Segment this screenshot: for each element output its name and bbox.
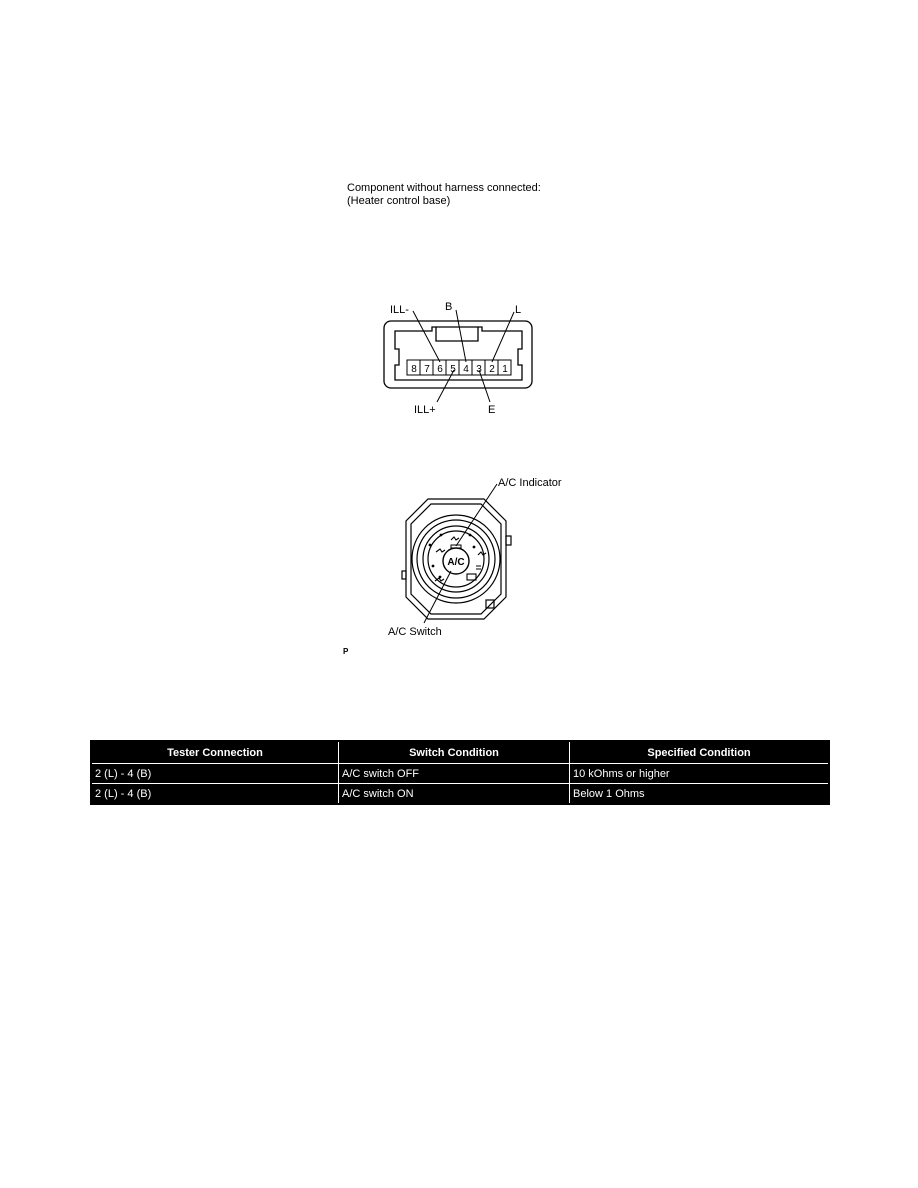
table-row [91,764,829,784]
cell-switch-condition: A/C switch OFF [339,764,570,784]
header-tester-connection: Tester Connection [91,741,339,764]
caption-line-1: Component without harness connected: [347,182,541,194]
cell-tester-connection: 2 (L) - 4 (B) [91,784,339,805]
pin-2: 2 [489,364,495,375]
caption-line-2: (Heater control base) [347,195,451,207]
pin-7: 7 [424,364,430,375]
header-switch-condition: Switch Condition [339,741,570,764]
header-specified-condition: Specified Condition [570,741,830,764]
label-l: L [515,304,522,316]
label-ac-indicator: A/C Indicator [498,477,562,489]
label-ill-plus: ILL+ [414,404,436,416]
pin-6: 6 [437,364,443,375]
table-header-row [91,741,829,764]
pin-3: 3 [476,364,482,375]
table-row [91,784,829,805]
label-ac-switch: A/C Switch [388,626,442,638]
cell-tester-connection: 2 (L) - 4 (B) [91,764,339,784]
inspection-table [90,740,830,805]
label-e: E [488,404,496,416]
cell-specified-condition: Below 1 Ohms [570,784,830,805]
label-ill-minus: ILL- [390,304,409,316]
pin-8: 8 [411,364,417,375]
pin-4: 4 [463,364,469,375]
figure-code: P [343,647,349,656]
pin-5: 5 [450,364,456,375]
label-b: B [445,301,453,313]
switch-center-label: A/C [447,557,465,568]
cell-switch-condition: A/C switch ON [339,784,570,805]
pin-1: 1 [502,364,508,375]
cell-specified-condition: 10 kOhms or higher [570,764,830,784]
